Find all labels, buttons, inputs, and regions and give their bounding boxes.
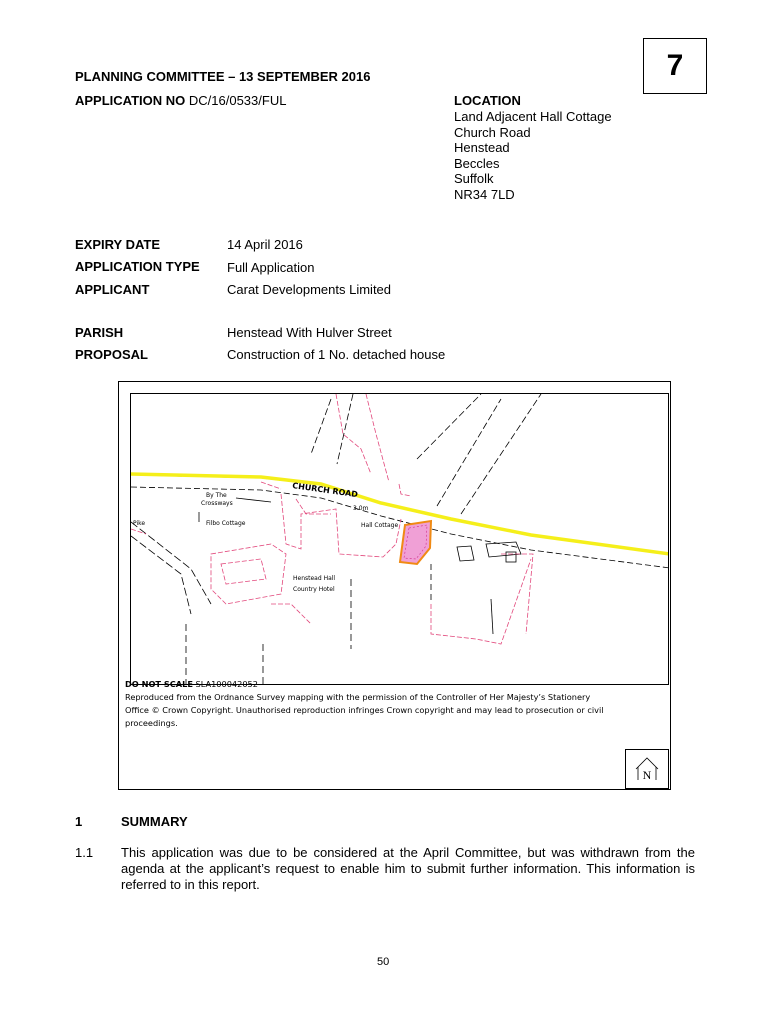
location-address [454,109,612,202]
north-arrow-icon [626,750,668,788]
summary-paragraph: This application was due to be considered at the April Committee, but was withdrawn from the agenda at the applicant’s request to enable him to submit further information. This information is referred to in this report. [121,845,695,892]
page-number: 50 [377,956,390,968]
site-location-map [118,381,671,790]
location-line: Henstead [454,140,510,155]
location-line: Land Adjacent Hall Cottage [454,109,612,124]
expiry-label: EXPIRY DATE [75,237,161,252]
label-hall-cottage: Hall Cottage [361,522,399,529]
applicant-value: Carat Developments Limited [227,282,392,297]
copyright-text: Reproduced from the Ordnance Survey mapping with the permission of the Controller of Her Majesty’s Stationery Office © Crown Copyright. Unauthorised reproduction infringes Crown copyright and may lead to prosecution or civil proceedings. [125,692,604,728]
parish-value: Henstead With Hulver Street [227,325,392,340]
do-not-scale: DO NOT SCALE [125,679,193,689]
north-label: N [642,768,652,782]
road-label: CHURCH ROAD [291,481,359,500]
application-type-label: APPLICATION TYPE [75,259,200,274]
label-spot-height: 3.0m [353,505,369,512]
location-line: Suffolk [454,171,494,186]
applicant-label: APPLICANT [75,282,150,297]
licence-number: SLA100042052 [195,679,258,689]
application-no-value: DC/16/0533/FUL [188,93,287,108]
paragraph-number: 1.1 [75,845,94,860]
summary-heading: SUMMARY [121,814,188,829]
label-by-the: By The [206,492,227,499]
committee-heading: PLANNING COMMITTEE – 13 SEPTEMBER 2016 [75,69,371,84]
label-crossways: Crossways [201,500,233,507]
label-pike: Pike [133,520,146,527]
application-no [75,93,286,108]
map-copyright-note [125,678,605,730]
label-hotel-line2: Country Hotel [293,586,335,593]
location-line: NR34 7LD [454,186,515,202]
label-filbo-cottage: Filbo Cottage [206,520,246,527]
location-line: Beccles [454,155,500,171]
application-no-label: APPLICATION NO [75,93,186,108]
label-hotel-line1: Henstead Hall [293,575,336,582]
summary-number: 1 [75,814,83,829]
map-drawing [130,393,669,685]
parish-label: PARISH [75,325,124,340]
application-type-value: Full Application [227,260,315,275]
expiry-value: 14 April 2016 [227,237,303,252]
item-number: 7 [666,49,684,82]
item-number-box [643,38,707,94]
proposal-value: Construction of 1 No. detached house [227,347,446,362]
proposal-label: PROPOSAL [75,347,148,362]
location-line: Church Road [454,124,531,140]
location-label: LOCATION [454,93,521,108]
map-svg [131,394,669,685]
north-arrow-box [625,749,669,789]
